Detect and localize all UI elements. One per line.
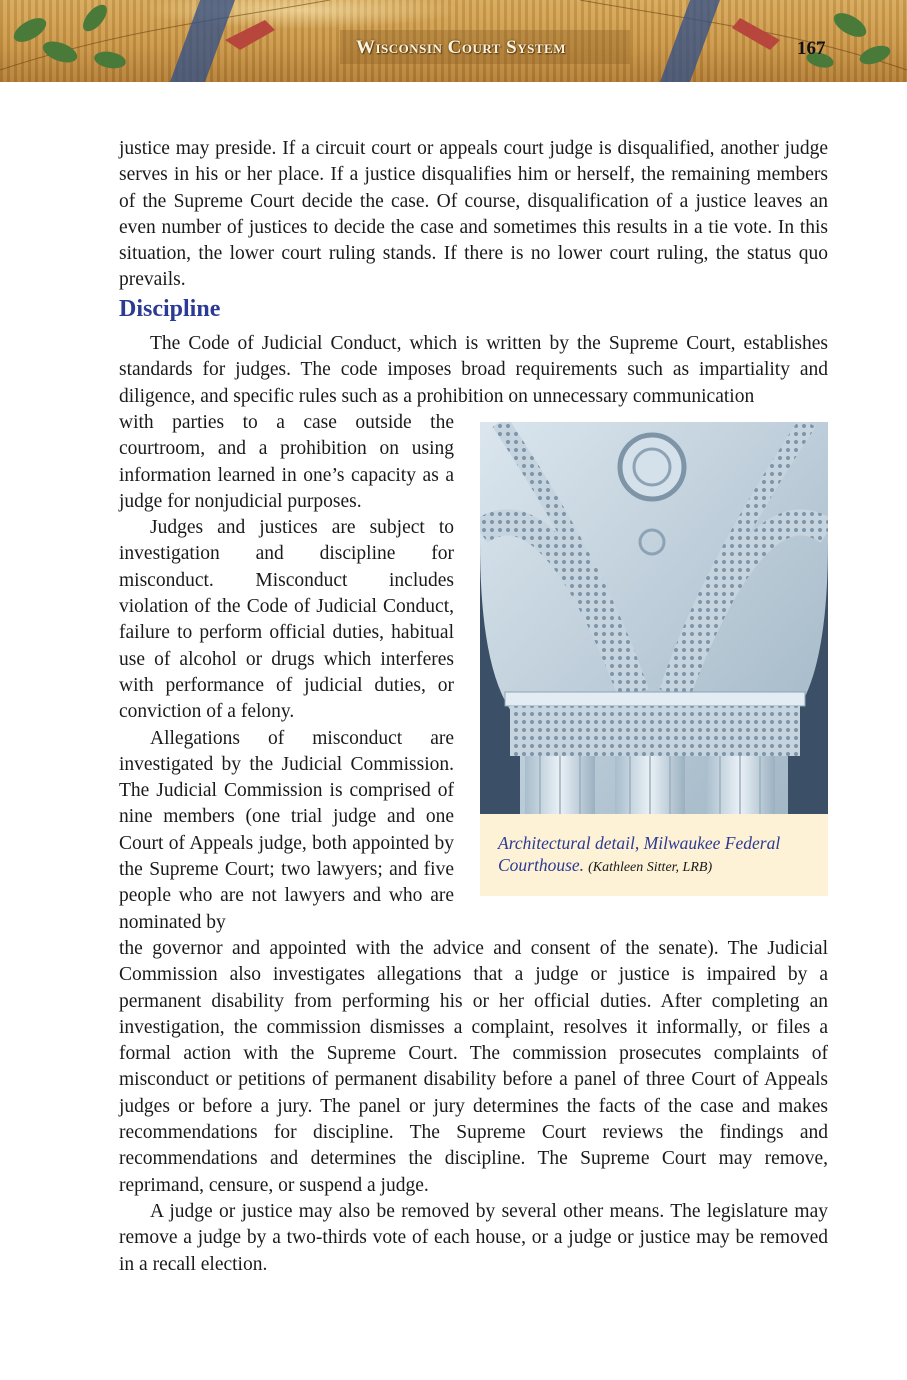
paragraph-2: Judges and justices are subject to investigation and discipline for misconduct. Misconduct includes violation of the Code of Judicial Conduct, failure to perform official duties, habitual use of alcohol or drugs which interferes with performance of judicial duties, or conviction of a felony. (119, 517, 454, 723)
courthouse-photo (480, 422, 828, 814)
running-header-title: Wisconsin Court System (356, 37, 566, 58)
full-width-bottom (119, 936, 828, 1278)
header-banner (0, 0, 907, 82)
paragraph-3-continuation: the governor and appointed with the advice and consent of the senate). The Judicial Commission also investigates allegations that a judge or justice is impaired by a permanent disability from performing his or her official duties. After completing an investigation, the commission dismisses a complaint, resolves it informally, or files a formal action with the Supreme Court. The commission prosecutes complaints of misconduct or petitions of permanent disability before a panel of three Court of Appeals judges or before a jury. The panel or jury determines the facts of the case and makes recommendations for discipline. The Supreme Court reviews the findings and recommendations and determines the discipline. The Supreme Court may remove, reprimand, censure, or suspend a judge. (119, 938, 828, 1196)
paragraph-1-start: The Code of Judicial Conduct, which is written by the Supreme Court, establishes standards for judges. The code imposes broad requirements such as impartiality and diligence, and specific rules such as a prohibition on unnecessary communication (119, 333, 828, 407)
figure (480, 422, 828, 896)
intro-paragraph: justice may preside. If a circuit court or appeals court judge is disqualified, another judge serves in his or her place. If a justice disqualifies him or herself, the remaining members of the Supreme Court decide the case. Of course, disqualification of a justice leaves an even number of justices to decide the case and sometimes this results in a tie vote. In this situation, the lower court ruling stands. If there is no lower court ruling, the status quo prevails. (119, 138, 828, 291)
page-number: 167 (797, 38, 826, 59)
paragraph-3-start: Allegations of misconduct are investigated by the Judicial Commission. The Judicial Commission is comprised of nine members (one trial judge and one Court of Appeals judge, both appointed by the Supreme Court; two lawyers; and five people who are not lawyers and who are nominated by (119, 727, 454, 933)
paragraph-4: A judge or justice may also be removed by several other means. The legislature may remove a judge by a two-thirds vote of each house, or a judge or justice may be removed in a recall election. (119, 1200, 828, 1275)
section-heading: Discipline (119, 296, 221, 322)
figure-caption (498, 832, 818, 879)
paragraph-1-full (119, 331, 828, 410)
photo-credit: (Kathleen Sitter, LRB) (588, 860, 713, 875)
intro-paragraph-block (119, 136, 828, 294)
wrapped-column (119, 410, 454, 936)
paragraph-1-continuation: with parties to a case outside the courtroom, and a prohibition on using information learned in one’s capacity as a judge for nonjudicial purposes. (119, 412, 454, 512)
caption-text: Architectural detail, Milwaukee Federal Courthouse. (498, 833, 781, 875)
